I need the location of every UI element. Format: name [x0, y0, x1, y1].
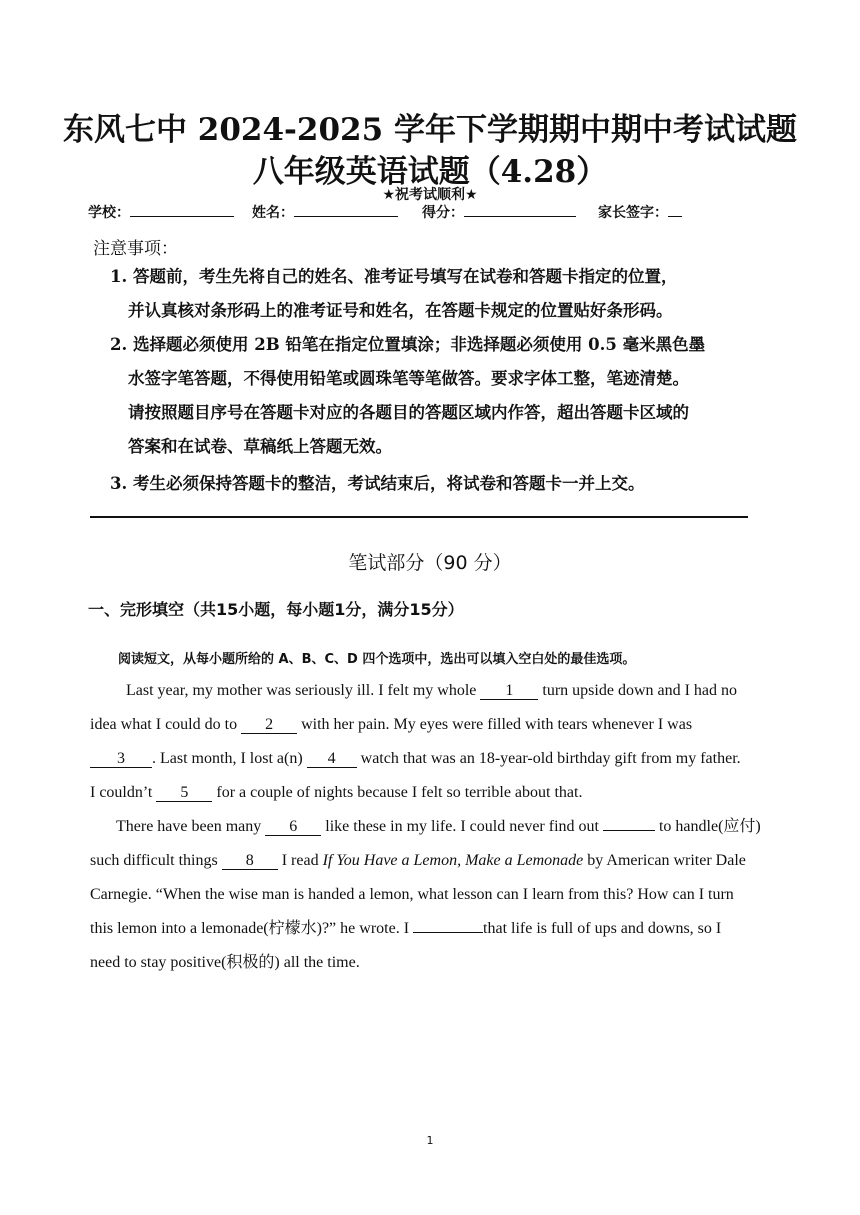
- passage-line: need to stay positive(积极的) all the time.: [90, 954, 360, 971]
- passage-line: such difficult things 8 I read If You Have a Lemon, Make a Lemonade by American writer Dale: [90, 852, 746, 869]
- blank-5[interactable]: 5: [156, 785, 212, 802]
- name-field: [252, 202, 398, 222]
- name-label: 姓名：: [252, 205, 294, 221]
- book-title: If You Have a Lemon, Make a Lemonade: [322, 852, 584, 869]
- passage-line: Last year, my mother was seriously ill. I felt my whole 1 turn upside down and I had no: [126, 682, 738, 699]
- note-2-line-4: 答案和在试卷、草稿纸上答题无效。: [128, 437, 392, 456]
- section-divider: [90, 516, 748, 518]
- passage-line: There have been many 6 like these in my life. I could never find out to handle(应付): [90, 810, 780, 844]
- passage-line: Carnegie. “When the wise man is handed a lemon, what lesson can I learn from this? How can I turn: [90, 886, 734, 903]
- section-title: 笔试部分（90 分）: [348, 552, 512, 574]
- passage-line: idea what I could do to 2 with her pain. My eyes were filled with tears whenever I was: [90, 716, 693, 733]
- school-label: 学校：: [88, 205, 130, 221]
- name-blank[interactable]: [294, 202, 398, 217]
- note-1-line-2: 并认真核对条形码上的准考证号和姓名，在答题卡规定的位置贴好条形码。: [128, 301, 673, 320]
- note-2-line-2: 水签字笔答题，不得使用铅笔或圆珠笔等笔做答。要求字体工整，笔迹清楚。: [128, 369, 689, 388]
- blank-8[interactable]: 8: [222, 853, 278, 870]
- note-2-line-3: 请按照题目序号在答题卡对应的各题目的答题区域内作答，超出答题卡区域的: [128, 403, 689, 422]
- score-field: [422, 202, 576, 222]
- note-3-line-1: 3. 考生必须保持答题卡的整洁，考试结束后，将试卷和答题卡一并上交。: [110, 474, 645, 493]
- note-2-line-1: 2. 选择题必须使用 2B 铅笔在指定位置填涂；非选择题必须使用 0.5 毫米黑色墨: [110, 335, 706, 354]
- blank-4[interactable]: 4: [307, 751, 357, 768]
- note-item-1: [110, 260, 780, 328]
- parent-sign-label: 家长签字：: [598, 205, 668, 221]
- passage-line: I couldn’t 5 for a couple of nights because I felt so terrible about that.: [90, 784, 583, 801]
- exam-title: 东风七中 2024-2025 学年下学期期中期中考试试题: [62, 112, 797, 148]
- student-info-row: [88, 202, 788, 224]
- blank-7[interactable]: [603, 814, 655, 831]
- parent-sign-blank[interactable]: [668, 202, 682, 217]
- blank-2[interactable]: 2: [241, 717, 297, 734]
- note-item-3: [110, 467, 780, 501]
- blank-1[interactable]: 1: [480, 683, 538, 700]
- school-field: [88, 202, 234, 222]
- score-label: 得分：: [422, 205, 464, 221]
- school-blank[interactable]: [130, 202, 234, 217]
- note-item-2: [110, 328, 780, 464]
- good-luck-line: ★祝考试顺利★: [382, 187, 478, 203]
- page-number: 1: [426, 1134, 434, 1147]
- blank-9[interactable]: [413, 916, 483, 933]
- note-1-line-1: 1. 答题前，考生先将自己的姓名、准考证号填写在试卷和答题卡指定的位置，: [110, 267, 678, 286]
- blank-3[interactable]: 3: [90, 751, 152, 768]
- blank-6[interactable]: 6: [265, 819, 321, 836]
- parent-sign-field: [598, 202, 682, 222]
- passage-paragraph-2: [90, 810, 780, 980]
- passage-line: 3 . Last month, I lost a(n) 4 watch that was an 18-year-old birthday gift from my father.: [90, 742, 780, 776]
- score-blank[interactable]: [464, 202, 576, 217]
- exam-subtitle: 八年级英语试题（4.28）: [252, 154, 608, 190]
- notes-heading: 注意事项：: [93, 239, 178, 259]
- passage-paragraph-1: [90, 674, 780, 810]
- directions: 阅读短文，从每小题所给的 A、B、C、D 四个选项中，选出可以填入空白处的最佳选项。: [118, 652, 636, 667]
- part-title: 一、完形填空（共15小题，每小题1分，满分15分）: [88, 600, 464, 619]
- passage-line: this lemon into a lemonade(柠檬水)?” he wrote. I that life is full of ups and downs, so I: [90, 912, 780, 946]
